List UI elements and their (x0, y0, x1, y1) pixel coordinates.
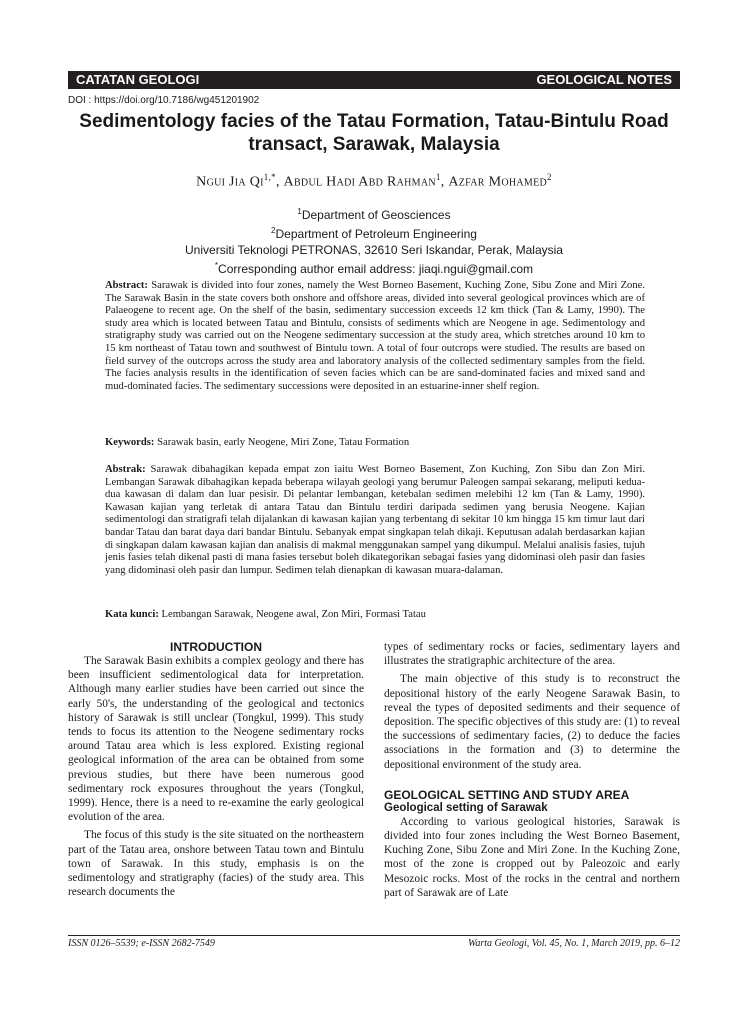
footer-citation: Warta Geologi, Vol. 45, No. 1, March 2019, pp. 6–12 (467, 938, 680, 949)
doi-link[interactable]: DOI : https://doi.org/10.7186/wg451201902 (68, 95, 260, 106)
keywords-text: Lembangan Sarawak, Neogene awal, Zon Miri, Formasi Tatau (161, 609, 426, 620)
author-name: Azfar Mohamed (448, 174, 548, 190)
paper-title: Sedimentology facies of the Tatau Formation, Tatau-Bintulu Road transact, Sarawak, Malaysia (79, 111, 669, 155)
section-heading-geological-setting: GEOLOGICAL SETTING AND STUDY AREA (384, 787, 630, 802)
abstract-label: Abstract: (105, 280, 148, 291)
abstract-english (105, 280, 645, 393)
author-affiliation-mark: 2 (547, 172, 552, 182)
body-paragraph: The main objective of this study is to reconstruct the depositional history of the early Neogene Sarawak Basin, to reveal the types of deposited sediments and their sequence of deposition. The specific objectives of this study are: (1) to reveal the successions of sedimentary facies, (2) to deduce the facies associations in the formation and (3) to determine the depositional environment of the study area. (384, 673, 680, 771)
keywords-english (105, 437, 645, 450)
body-paragraph: The focus of this study is the site situated on the northeastern part of the Tatau area, onshore between Tatau town and Bintulu town of Sarawak. In this study, emphasis is on the sedimentology and stratigraphy (facies) of the study area. This research documents the (68, 829, 364, 899)
keywords-malay (105, 609, 645, 622)
keywords-label: Keywords: (105, 437, 155, 448)
section-heading-introduction: INTRODUCTION (170, 640, 262, 654)
section-label-english: GEOLOGICAL NOTES (536, 72, 672, 87)
subsection-heading: Geological setting of Sarawak (384, 801, 548, 814)
affiliations (68, 204, 680, 277)
corresponding-author: *Corresponding author email address: jiaqi.ngui@gmail.com (214, 261, 534, 276)
abstract-text: Sarawak is divided into four zones, namely the West Borneo Basement, Kuching Zone, Sibu Zone and Miri Zone. The Sarawak Basin in the state covers both onshore and offshore areas, divided into several geological provinces which are of Palaeogene to recent age. On the shelf of the basin, sedimentary succession exceeds 12 km thick (Tan & Lamy, 1990). The study area which is located between Tatau and Bintulu, consists of sediments which are Neogene in age. Sedimentology and stratigraphy study was carried out on the Neogene sedimentary succession at the study area, which stretches around 10 km to 15 km northeast of Tatau town and southwest of Bintulu town. A total of four outcrops were studied. The results are based on field survey of the outcrops across the study area and laboratory analysis of the collected sedimentary samples from the field. The facies analysis results in the identification of seven facies which can be are sand-dominated facies and mixed sand and mud-dominated facies. The sedimentary successions were deposited in an estuarine-inner shelf region. (105, 280, 645, 392)
footer-issn: ISSN 0126–5539; e-ISSN 2682-7549 (68, 938, 215, 949)
abstract-malay (105, 464, 645, 577)
body-paragraph: According to various geological histories, Sarawak is divided into four zones including the West Borneo Basement, Kuching Zone, Sibu Zone and Miri Zone. In the Kuching Zone, most of the zone is cropped out by Paleozoic and early Mesozoic rocks. Most of the rocks in the central and northern part of Sarawak are of Late (384, 815, 680, 899)
affiliation-line: $^2$Department of Petroleum Engineering (271, 226, 477, 241)
section-header-bar (68, 71, 680, 89)
section-label-malay: CATATAN GEOLOGI (76, 72, 200, 87)
author-list: Ngui Jia $Qi^{1,*}$, Abdul Hadi Abd Rahman$^1$, Azfar Mohamed$^2$ (196, 172, 552, 190)
body-column-left (68, 640, 364, 899)
keywords-label: Kata kunci: (105, 609, 159, 620)
author-affiliation-mark: 1,* (263, 172, 276, 182)
affiliation-line: $^1$Department of Geosciences (297, 207, 451, 222)
author-name: Ngui Jia Qi (196, 174, 264, 190)
body-paragraph: The Sarawak Basin exhibits a complex geology and there has been insufficient sedimentological data for interpretation. Although many earlier studies have been carried out since the early 50's, the understanding of the geological and tectonics history of Sarawak is still unclear (Tongkul, 1999). This study tends to focus its attention to the Neogene sedimentary rocks around Tatau area which is less explored. Existing regional geological information of the area can be obtained from some previous studies, but there have been numerous good sedimentary rock exposures throughout the years (Tongkul, 1999). Hence, there is a need to re-examine the early geological evolution of the area. (68, 655, 364, 824)
body-column-right (384, 640, 680, 900)
body-paragraph-continued: types of sedimentary rocks or facies, sedimentary layers and illustrates the stratigraphic architecture of the area. (384, 641, 680, 668)
abstract-label: Abstrak: (105, 464, 146, 475)
abstract-text: Sarawak dibahagikan kepada empat zon iaitu West Borneo Basement, Zon Kuching, Zon Sibu dan Zon Miri. Lembangan Sarawak dibahagikan kepada beberapa wilayah geologi yang berumur Paleogen sampai sekarang, meliputi kedua-dua kawasan di dalam dan luar pesisir. Di pelantar lembangan, ketebalan sedimen melebihi 12 km (Tan & Lamy, 1990). Kawasan kajian yang terletak di antara Tatau dan Bintulu terdiri daripada sedimen yang berusia Neogene. Kajian sedimentologi dan stratigrafi telah dijalankan di kawasan kajian yang terbentang di sekitar 10 km hingga 15 km timur laut dari bandar Tatau dan barat daya dari bandar Bintulu. Sebanyak empat singkapan telah dikaji. Keputusan adalah berdasarkan kajian di singkapan dalam kawasan kajian dan analisis di makmal menggunakan sampel yang dikumpul. Melalui analisis fasies, tujuh jenis fasies telah dikenal pasti di mana fasies tersebut boleh dikategorikan sebagai fasies yang didominasi oleh pasir dan fasies yang didominasi oleh pasir dan lumpur. Sedimen telah dienapkan di kawasan muara-dalaman. (105, 464, 645, 576)
affiliation-line: Universiti Teknologi PETRONAS, 32610 Seri Iskandar, Perak, Malaysia (185, 243, 563, 257)
keywords-text: Sarawak basin, early Neogene, Miri Zone, Tatau Formation (157, 437, 410, 448)
footer-divider (68, 935, 680, 936)
author-name: Abdul Hadi Abd Rahman (283, 174, 436, 190)
author-affiliation-mark: 1 (435, 172, 441, 182)
